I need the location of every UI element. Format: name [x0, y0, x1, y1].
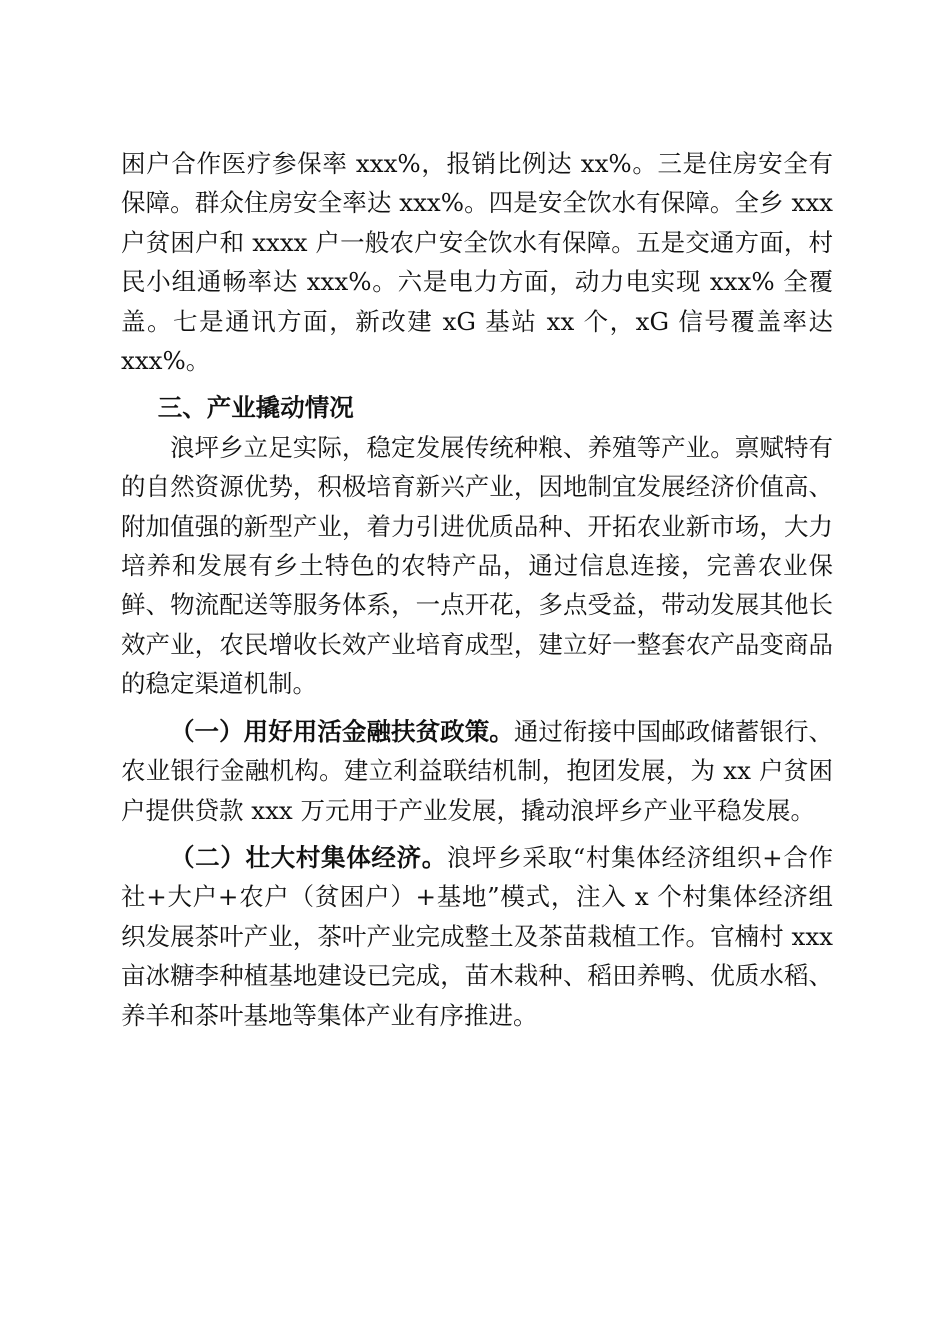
subsection-title-collective: （二）壮大村集体经济。 — [170, 842, 447, 872]
section-heading-industry: 三、产业撬动情况 — [157, 393, 354, 423]
paragraph-collective-economy — [121, 838, 833, 1035]
paragraph-financial-policy — [121, 712, 833, 830]
subsection-body-financial: 通过衔接中国邮政储蓄银行、农业银行金融机构。建立利益联结机制，抱团发展，为 xx 户贫困户提供贷款 xxx 万元用于产业发展，撬动浪坪乡产业平稳发展。 — [121, 716, 834, 825]
subsection-body-collective: 浪坪乡采取“村集体经济组织+合作社+大户+农户（贫困户）+基地”模式，注入 x 个村集体经济组织发展茶叶产业，茶叶产业完成整土及茶苗栽植工作。官楠村 xxx 亩冰糖李种植基地建设已完成，苗木栽种、稻田养鸭、优质水稻、养羊和茶叶基地等集体产业有序推进。 — [121, 842, 834, 1030]
document-body — [121, 144, 833, 1035]
subsection-title-financial: （一）用好用活金融扶贫政策。 — [170, 716, 514, 746]
paragraph-industry-overview: 浪坪乡立足实际，稳定发展传统种粮、养殖等产业。禀赋特有的自然资源优势，积极培育新兴产业，因地制宜发展经济价值高、附加值强的新型产业，着力引进优质品种、开拓农业新市场，大力培养和发展有乡土特色的农特产品，通过信息连接，完善农业保鲜、物流配送等服务体系，一点开花，多点受益，带动发展其他长效产业，农民增收长效产业培育成型，建立好一整套农产品变商品的稳定渠道机制。 — [121, 432, 833, 699]
paragraph-poverty-indicators: 困户合作医疗参保率 xxx%，报销比例达 xx%。三是住房安全有保障。群众住房安全率达 xxx%。四是安全饮水有保障。全乡 xxx 户贫困户和 xxxx 户一般农户安全饮水有保障。五是交通方面，村民小组通畅率达 xxx%。六是电力方面，动力电实现 xxx% 全覆盖。七是通讯方面，新改建 xG 基站 xx 个，xG 信号覆盖率达 xxx%。 — [121, 149, 833, 376]
